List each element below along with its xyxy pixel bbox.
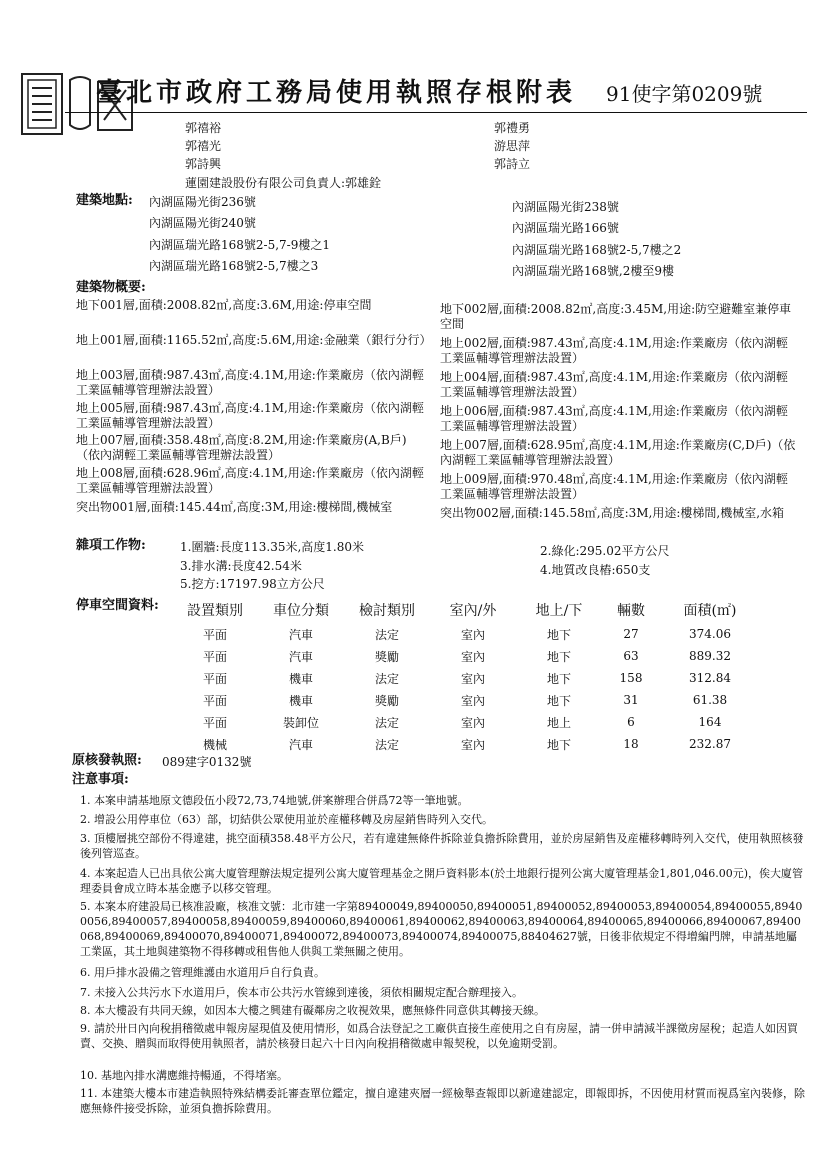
table-cell: 裝卸位 [282, 715, 319, 730]
table-cell: 地下 [546, 627, 571, 642]
site-address: 內湖區陽光街240號 [149, 216, 256, 230]
misc-item: 4.地質改良樁:650支 [540, 563, 651, 577]
table-cell: 61.38 [692, 693, 728, 707]
column-header: 室內/外 [449, 603, 497, 619]
site-address: 內湖區瑞光路168號2-5,7-9樓之1 [149, 238, 331, 252]
misc-item: 1.圍牆:長度113.35米,高度1.80米 [180, 540, 365, 554]
table-cell: 31 [623, 693, 639, 707]
table-cell: 法定 [374, 715, 399, 730]
table-cell: 室內 [460, 649, 485, 664]
site-label: 建築地點: [76, 193, 133, 208]
site-address: 內湖區陽光街236號 [149, 195, 256, 209]
permit-number: 91使字第0209號 [606, 82, 763, 106]
table-cell: 汽車 [288, 627, 313, 642]
note-item: 3. 頂樓層挑空部份不得違建，挑空面積358.48平方公尺，若有違建無條件拆除並負擔拆除費用，並於房屋銷售及産權移轉時列入交代，使用執照核發後列管巡查。 [80, 832, 804, 860]
table-cell: 法定 [374, 671, 399, 686]
owner-name: 郭禧光 [185, 139, 222, 153]
floor-entry: 地上007層,面積:358.48㎡,高度:8.2M,用途:作業廠房(A,B戶)（依內湖輕工業區輔導管理辦法設置） [76, 433, 407, 462]
note-item: 1. 本案申請基地原文德段伍小段72,73,74地號,併案辦理合併爲72等一筆地號。 [80, 794, 469, 807]
column-header: 地上/下 [535, 603, 583, 619]
table-row [172, 645, 760, 667]
table-cell: 獎勵 [374, 649, 399, 664]
floor-entry: 地下002層,面積:2008.82㎡,高度:3.45M,用途:防空避難室兼停車空間 [440, 302, 792, 331]
site-address: 內湖區瑞光路166號 [512, 221, 619, 235]
table-cell: 18 [623, 737, 639, 751]
site-address: 內湖區瑞光路168號2-5,7樓之3 [149, 259, 319, 273]
table-cell: 獎勵 [374, 693, 399, 708]
site-address: 內湖區瑞光路168號,2樓至9樓 [512, 264, 674, 278]
misc-item: 5.挖方:17197.98立方公尺 [180, 577, 325, 591]
column-header: 面積(㎡) [683, 603, 737, 619]
parking-header-row [172, 597, 760, 623]
building-label: 建築物概要: [76, 280, 146, 295]
floor-entry: 地上001層,面積:1165.52㎡,高度:5.6M,用途:金融業（銀行分行） [76, 333, 432, 347]
table-cell: 機車 [288, 693, 313, 708]
column-header: 車位分類 [273, 603, 329, 619]
table-cell: 地下 [546, 737, 571, 752]
table-cell: 232.87 [689, 737, 731, 751]
note-item: 10. 基地內排水溝應維持暢通，不得堵塞。 [80, 1069, 288, 1082]
table-row [172, 733, 760, 755]
note-item: 9. 請於卅日內向稅捐稽徵處申報房屋現值及使用情形，如爲合法登記之工廠供直接生産使用之自有房屋，請一併申請減半課徵房屋稅；起造人如因買賣、交換、贈與而取得使用執照者，請於核發日起六十日內向稅捐稽徵處申報契稅，以免逾期受罰。 [80, 1022, 798, 1050]
table-cell: 164 [698, 715, 722, 729]
floor-entry: 地下001層,面積:2008.82㎡,高度:3.6M,用途:停車空間 [76, 298, 372, 312]
notes-label: 注意事項: [72, 772, 129, 787]
table-cell: 地上 [546, 715, 571, 730]
parking-label: 停車空間資料: [76, 598, 159, 613]
table-cell: 室內 [460, 693, 485, 708]
note-item: 11. 本建築大樓本市建造執照特殊結構委託審查單位鑑定，擅自違建夾層一經檢舉查報即以新違建認定，即報即拆，不因使用材質而視爲室內裝修，除應無條件接受拆除，並須負擔拆除費用。 [80, 1087, 805, 1115]
floor-entry: 地上007層,面積:628.95㎡,高度:4.1M,用途:作業廠房(C,D戶)（依內湖輕工業區輔導管理辦法設置） [440, 438, 796, 467]
table-cell: 平面 [202, 671, 227, 686]
table-cell: 平面 [202, 649, 227, 664]
table-cell: 158 [619, 671, 643, 685]
owner-name: 郭詩興 [185, 157, 222, 171]
owner-name: 郭詩立 [494, 157, 531, 171]
table-cell: 法定 [374, 737, 399, 752]
table-cell: 312.84 [689, 671, 731, 685]
floor-entry: 突出物001層,面積:145.44㎡,高度:3M,用途:樓梯間,機械室 [76, 500, 393, 514]
table-row [172, 689, 760, 711]
original-permit-number: 089建字0132號 [162, 755, 252, 769]
table-cell: 889.32 [689, 649, 731, 663]
floor-entry: 地上004層,面積:987.43㎡,高度:4.1M,用途:作業廠房（依內湖輕工業區輔導管理辦法設置） [440, 370, 788, 399]
table-cell: 機械 [202, 737, 227, 752]
floor-entry: 突出物002層,面積:145.58㎡,高度:3M,用途:樓梯間,機械室,水箱 [440, 506, 785, 520]
floor-entry: 地上009層,面積:970.48㎡,高度:4.1M,用途:作業廠房（依內湖輕工業區輔導管理辦法設置） [440, 472, 788, 501]
original-permit-label: 原核發執照: [72, 753, 142, 768]
floor-entry: 地上002層,面積:987.43㎡,高度:4.1M,用途:作業廠房（依內湖輕工業區輔導管理辦法設置） [440, 336, 788, 365]
table-row [172, 623, 760, 645]
floor-entry: 地上005層,面積:987.43㎡,高度:4.1M,用途:作業廠房（依內湖輕工業區輔導管理辦法設置） [76, 401, 424, 430]
table-row [172, 667, 760, 689]
table-cell: 平面 [202, 627, 227, 642]
table-cell: 室內 [460, 627, 485, 642]
table-cell: 地下 [546, 649, 571, 664]
column-header: 檢討類別 [359, 603, 415, 619]
misc-label: 雜項工作物: [76, 538, 146, 553]
misc-item: 2.綠化:295.02平方公尺 [540, 544, 670, 558]
note-item: 4. 本案起造人已出具依公寓大廈管理辦法規定提列公寓大廈管理基金之開戶資料影本(於土地銀行提列公寓大廈管理基金1,801,046.00元)，俟大廈管理委員會成立時本基金應予以移交管理。 [80, 867, 804, 895]
table-cell: 室內 [460, 715, 485, 730]
owner-name: 郭禧裕 [185, 121, 222, 135]
owner-name: 游思萍 [494, 139, 531, 153]
parking-table [172, 597, 760, 755]
table-cell: 63 [623, 649, 639, 663]
floor-entry: 地上003層,面積:987.43㎡,高度:4.1M,用途:作業廠房（依內湖輕工業區輔導管理辦法設置） [76, 368, 424, 397]
header-divider [65, 112, 807, 113]
floor-entry: 地上006層,面積:987.43㎡,高度:4.1M,用途:作業廠房（依內湖輕工業區輔導管理辦法設置） [440, 404, 788, 433]
table-cell: 汽車 [288, 737, 313, 752]
table-cell: 室內 [460, 737, 485, 752]
floor-entry: 地上008層,面積:628.96㎡,高度:4.1M,用途:作業廠房（依內湖輕工業區輔導管理辦法設置） [76, 466, 424, 495]
table-row [172, 711, 760, 733]
table-cell: 地下 [546, 693, 571, 708]
note-item: 8. 本大樓設有共同天線，如因本大樓之興建有礙鄰房之收視效果，應無條件同意供其轉接天線。 [80, 1004, 545, 1017]
note-item: 7. 未接入公共污水下水道用戶，俟本市公共污水管線到達後，須依相關規定配合辦理接入。 [80, 986, 523, 999]
table-cell: 27 [623, 627, 639, 641]
site-address: 內湖區瑞光路168號2-5,7樓之2 [512, 243, 682, 257]
note-item: 2. 增設公用停車位（63）部，切結供公眾使用並於産權移轉及房屋銷售時列入交代。 [80, 813, 493, 826]
column-header: 設置類別 [187, 603, 243, 619]
owner-company: 蓮園建設股份有限公司負責人:郭雄銓 [185, 176, 382, 190]
document-title: 臺北市政府工務局使用執照存根附表 [96, 78, 577, 108]
table-cell: 6 [627, 715, 635, 729]
table-cell: 法定 [374, 627, 399, 642]
table-cell: 室內 [460, 671, 485, 686]
table-cell: 地下 [546, 671, 571, 686]
table-cell: 平面 [202, 693, 227, 708]
site-address: 內湖區陽光街238號 [512, 200, 619, 214]
table-cell: 機車 [288, 671, 313, 686]
owner-name: 郭禮勇 [494, 121, 531, 135]
table-cell: 平面 [202, 715, 227, 730]
note-item: 6. 用戶排水設備之管理維護由水道用戶自行負責。 [80, 966, 325, 979]
misc-item: 3.排水溝:長度42.54米 [180, 559, 302, 573]
column-header: 輛數 [617, 603, 645, 619]
note-item: 5. 本案本府建設局已核准設廠，核准文號：北市建一字第89400049,89400050,89400051,89400052,89400053,89400054,89400055,89400056,89400057,89400058,89400059,89400060,89400061,89400062,89400063,89400064,89400065,89400066,89400067,89400068,89400069,89400070,89400071,89400072,89400073,89400074,89400075,88404627號，日後非依規定不得增編門牌，申請基地屬工業區，其土地與建築物不得移轉或租售他人供與工業無關之使用。 [80, 900, 803, 958]
table-cell: 374.06 [689, 627, 731, 641]
table-cell: 汽車 [288, 649, 313, 664]
